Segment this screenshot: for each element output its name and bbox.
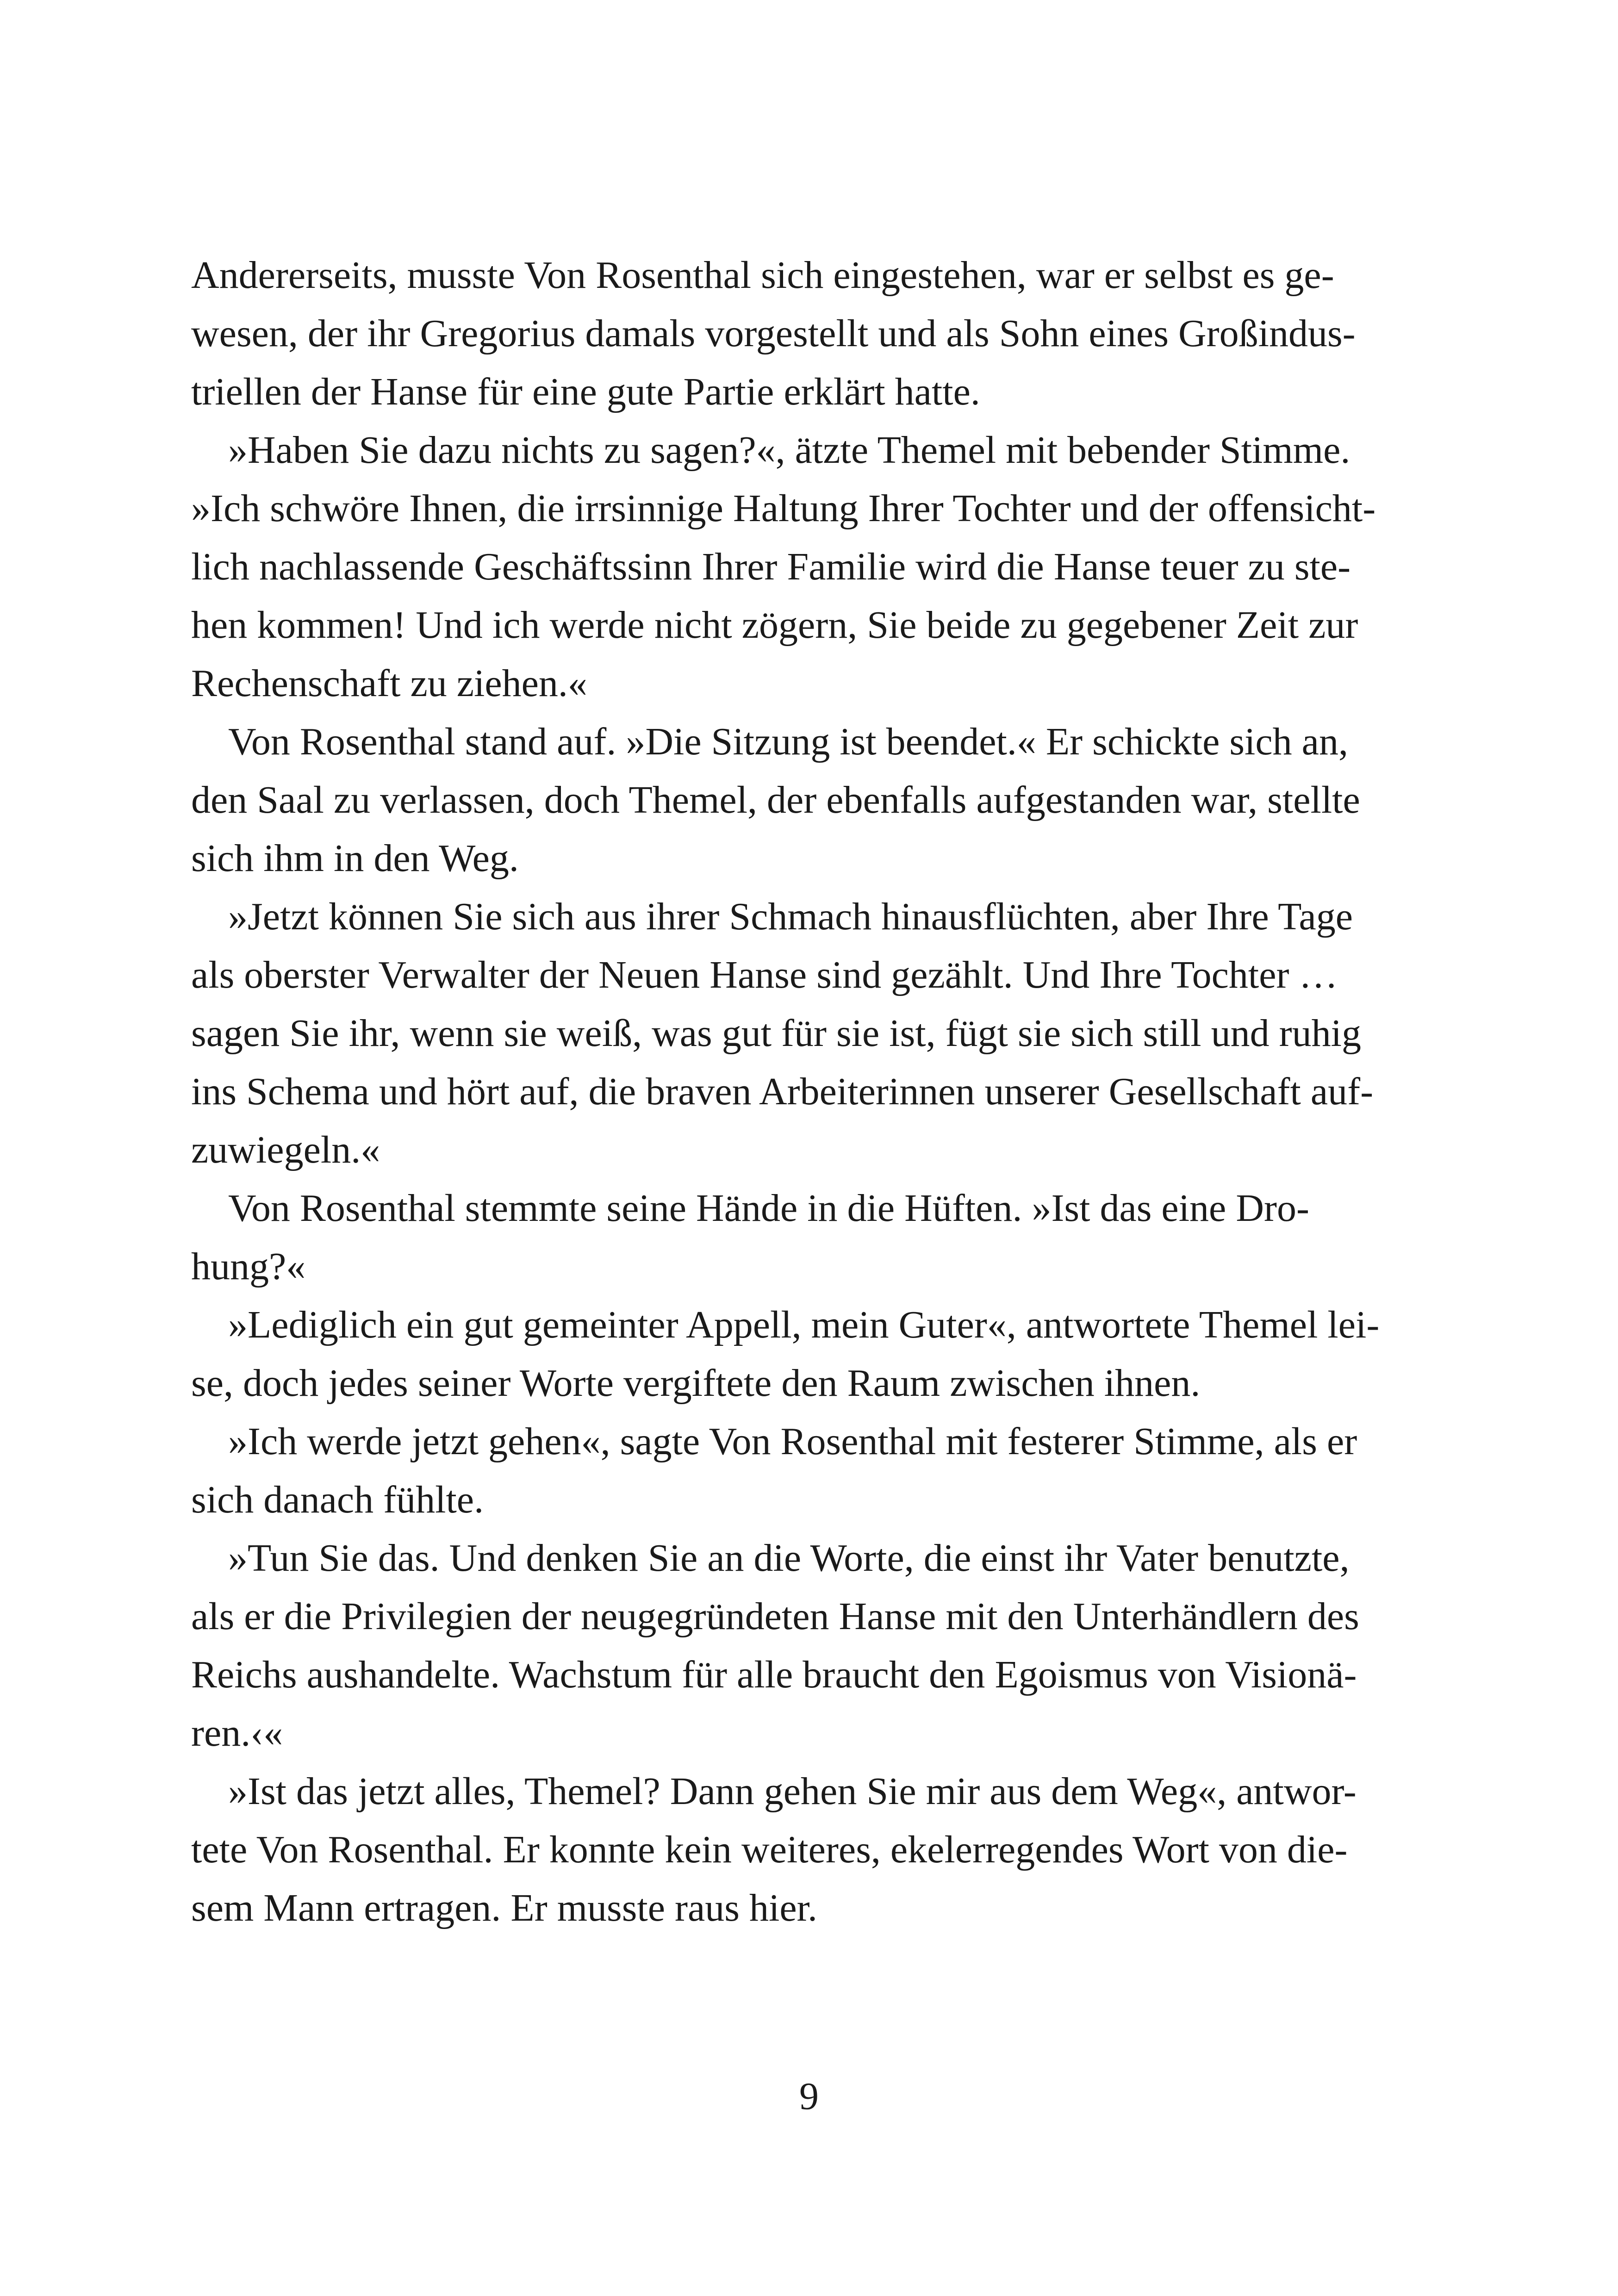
text-line: »Lediglich ein gut gemeinter Appell, mein Guter«, antwortete Themel lei- <box>228 1303 1380 1346</box>
text-line: ren.‹« <box>191 1711 283 1755</box>
text-line: Von Rosenthal stemmte seine Hände in die Hüften. »Ist das eine Dro- <box>228 1187 1309 1230</box>
text-line: hung?« <box>191 1245 306 1288</box>
text-line: triellen der Hanse für eine gute Partie erklärt hatte. <box>191 370 980 413</box>
text-line: Rechenschaft zu ziehen.« <box>191 662 587 705</box>
text-line: den Saal zu verlassen, doch Themel, der ebenfalls aufgestanden war, stellte <box>191 778 1360 821</box>
text-line: se, doch jedes seiner Worte vergiftete den Raum zwischen ihnen. <box>191 1362 1201 1405</box>
text-line: »Ich werde jetzt gehen«, sagte Von Rosenthal mit festerer Stimme, als er <box>228 1420 1357 1463</box>
text-line: sich ihm in den Weg. <box>191 837 519 880</box>
text-line: wesen, der ihr Gregorius damals vorgestellt und als Sohn eines Großindus- <box>191 312 1356 355</box>
text-line: sich danach fühlte. <box>191 1478 484 1521</box>
text-line: »Ist das jetzt alles, Themel? Dann gehen Sie mir aus dem Weg«, antwor- <box>228 1770 1357 1813</box>
text-line: Von Rosenthal stand auf. »Die Sitzung ist beendet.« Er schickte sich an, <box>228 720 1348 763</box>
text-line: Andererseits, musste Von Rosenthal sich eingestehen, war er selbst es ge- <box>191 254 1334 297</box>
text-line: »Ich schwöre Ihnen, die irrsinnige Haltung Ihrer Tochter und der offensicht- <box>191 487 1376 530</box>
text-line: als oberster Verwalter der Neuen Hanse sind gezählt. Und Ihre Tochter … <box>191 953 1338 996</box>
text-line: hen kommen! Und ich werde nicht zögern, Sie beide zu gegebener Zeit zur <box>191 604 1358 647</box>
page-number: 9 <box>799 2075 819 2118</box>
text-line: zuwiegeln.« <box>191 1128 380 1171</box>
text-line: »Haben Sie dazu nichts zu sagen?«, ätzte Themel mit bebender Stimme. <box>228 429 1350 472</box>
text-line: »Jetzt können Sie sich aus ihrer Schmach hinausflüchten, aber Ihre Tage <box>228 895 1353 938</box>
text-line: »Tun Sie das. Und denken Sie an die Worte, die einst ihr Vater benutzte, <box>228 1537 1350 1580</box>
text-line: sem Mann ertragen. Er musste raus hier. <box>191 1886 817 1929</box>
text-line: tete Von Rosenthal. Er konnte kein weiteres, ekelerregendes Wort von die- <box>191 1828 1348 1871</box>
text-line: lich nachlassende Geschäftssinn Ihrer Familie wird die Hanse teuer zu ste- <box>191 545 1351 588</box>
text-line: Reichs aushandelte. Wachstum für alle braucht den Egoismus von Visionä- <box>191 1653 1357 1696</box>
text-line: als er die Privilegien der neugegründeten Hanse mit den Unterhändlern des <box>191 1595 1359 1638</box>
text-line: ins Schema und hört auf, die braven Arbeiterinnen unserer Gesellschaft auf- <box>191 1070 1374 1113</box>
text-line: sagen Sie ihr, wenn sie weiß, was gut für sie ist, fügt sie sich still und ruhig <box>191 1012 1361 1055</box>
